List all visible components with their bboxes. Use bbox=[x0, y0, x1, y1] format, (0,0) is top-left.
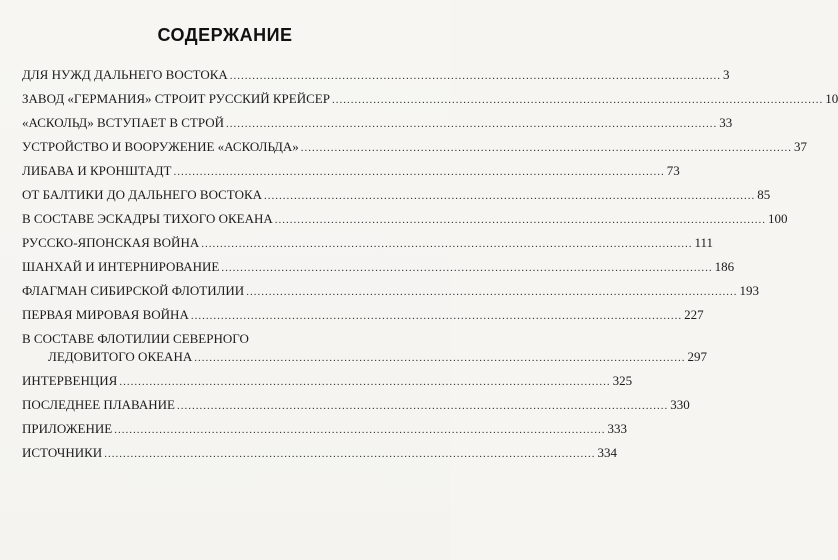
toc-entry-page: 330 bbox=[670, 397, 690, 412]
toc-entry bbox=[22, 210, 788, 234]
toc-entry bbox=[22, 372, 633, 396]
toc-entry-page: 10 bbox=[825, 91, 838, 106]
leader-dots: ................................................................................................................................... bbox=[190, 310, 683, 322]
toc-entry-title-continuation: ЛЕДОВИТОГО ОКЕАНА bbox=[48, 349, 193, 364]
toc-entry bbox=[22, 186, 771, 210]
toc-entry-title: «АСКОЛЬД» ВСТУПАЕТ В СТРОЙ bbox=[22, 115, 225, 130]
toc-entry-page: 85 bbox=[757, 187, 771, 202]
toc-entry-page: 334 bbox=[597, 445, 617, 460]
leader-dots: ................................................................................................................................... bbox=[221, 262, 713, 274]
toc-entry bbox=[22, 306, 704, 330]
leader-dots: ................................................................................................................................... bbox=[300, 142, 792, 154]
toc-entry-page: 193 bbox=[739, 283, 759, 298]
toc-entry bbox=[22, 234, 714, 258]
toc-entry-page: 325 bbox=[612, 373, 633, 388]
toc-entry-page: 37 bbox=[794, 139, 807, 154]
table-of-contents bbox=[22, 66, 838, 468]
toc-entry-page: 227 bbox=[684, 307, 704, 322]
toc-entry-title: ШАНХАЙ И ИНТЕРНИРОВАНИЕ bbox=[22, 259, 220, 274]
toc-entry-title: ЗАВОД «ГЕРМАНИЯ» СТРОИТ РУССКИЙ КРЕЙСЕР bbox=[22, 91, 330, 106]
toc-entry-continuation bbox=[22, 348, 707, 366]
toc-entry bbox=[22, 138, 807, 162]
toc-entry bbox=[22, 330, 707, 372]
toc-entry-title: ФЛАГМАН СИБИРСКОЙ ФЛОТИЛИИ bbox=[22, 283, 245, 298]
toc-entry bbox=[22, 90, 838, 114]
leader-dots: ................................................................................................................................... bbox=[246, 286, 738, 298]
leader-dots: ................................................................................................................................... bbox=[194, 352, 686, 364]
leader-dots: ................................................................................................................................... bbox=[173, 166, 665, 178]
leader-dots: ................................................................................................................................... bbox=[119, 376, 611, 388]
toc-entry-title: ИНТЕРВЕНЦИЯ bbox=[22, 373, 118, 388]
toc-entry bbox=[22, 282, 759, 306]
toc-entry-title: РУССКО-ЯПОНСКАЯ ВОЙНА bbox=[22, 235, 200, 250]
toc-entry-page: 100 bbox=[768, 211, 788, 226]
leader-dots: ................................................................................................................................... bbox=[274, 214, 767, 226]
leader-dots: ................................................................................................................................... bbox=[229, 70, 722, 82]
toc-entry-title: ОТ БАЛТИКИ ДО ДАЛЬНЕГО ВОСТОКА bbox=[22, 187, 263, 202]
toc-entry-title: ПОСЛЕДНЕЕ ПЛАВАНИЕ bbox=[22, 397, 175, 412]
toc-entry bbox=[22, 66, 730, 90]
toc-entry bbox=[22, 420, 627, 444]
toc-entry-page: 297 bbox=[687, 349, 707, 364]
toc-entry-title: ДЛЯ НУЖД ДАЛЬНЕГО ВОСТОКА bbox=[22, 67, 228, 82]
leader-dots: ................................................................................................................................... bbox=[104, 448, 596, 460]
toc-entry-title: ИСТОЧНИКИ bbox=[22, 445, 103, 460]
toc-entry-page: 111 bbox=[694, 235, 714, 250]
toc-entry-page: 186 bbox=[714, 259, 735, 274]
toc-entry-page: 33 bbox=[719, 115, 733, 130]
toc-entry-title: ЛИБАВА И КРОНШТАДТ bbox=[22, 163, 172, 178]
leader-dots: ................................................................................................................................... bbox=[264, 190, 756, 202]
toc-entry bbox=[22, 114, 733, 138]
page-title: СОДЕРЖАНИЕ bbox=[157, 25, 293, 45]
toc-entry bbox=[22, 162, 680, 186]
leader-dots: ................................................................................................................................... bbox=[176, 400, 669, 412]
toc-entry-title: ПРИЛОЖЕНИЕ bbox=[22, 421, 113, 436]
toc-entry-title: В СОСТАВЕ ФЛОТИЛИИ СЕВЕРНОГО bbox=[22, 331, 249, 346]
toc-entry-title: ПЕРВАЯ МИРОВАЯ ВОЙНА bbox=[22, 307, 189, 322]
toc-entry-page: 333 bbox=[607, 421, 627, 436]
toc-entry bbox=[22, 258, 735, 282]
leader-dots: ................................................................................................................................... bbox=[114, 424, 606, 436]
toc-entry-title: УСТРОЙСТВО И ВООРУЖЕНИЕ «АСКОЛЬДА» bbox=[22, 139, 299, 154]
toc-entry-page: 73 bbox=[666, 163, 680, 178]
toc-entry-title: В СОСТАВЕ ЭСКАДРЫ ТИХОГО ОКЕАНА bbox=[22, 211, 273, 226]
leader-dots: ................................................................................................................................... bbox=[226, 118, 718, 130]
toc-entry bbox=[22, 396, 690, 420]
leader-dots: ................................................................................................................................... bbox=[201, 238, 693, 250]
toc-entry bbox=[22, 444, 617, 468]
leader-dots: ................................................................................................................................... bbox=[331, 94, 824, 106]
toc-entry-page: 3 bbox=[723, 67, 730, 82]
